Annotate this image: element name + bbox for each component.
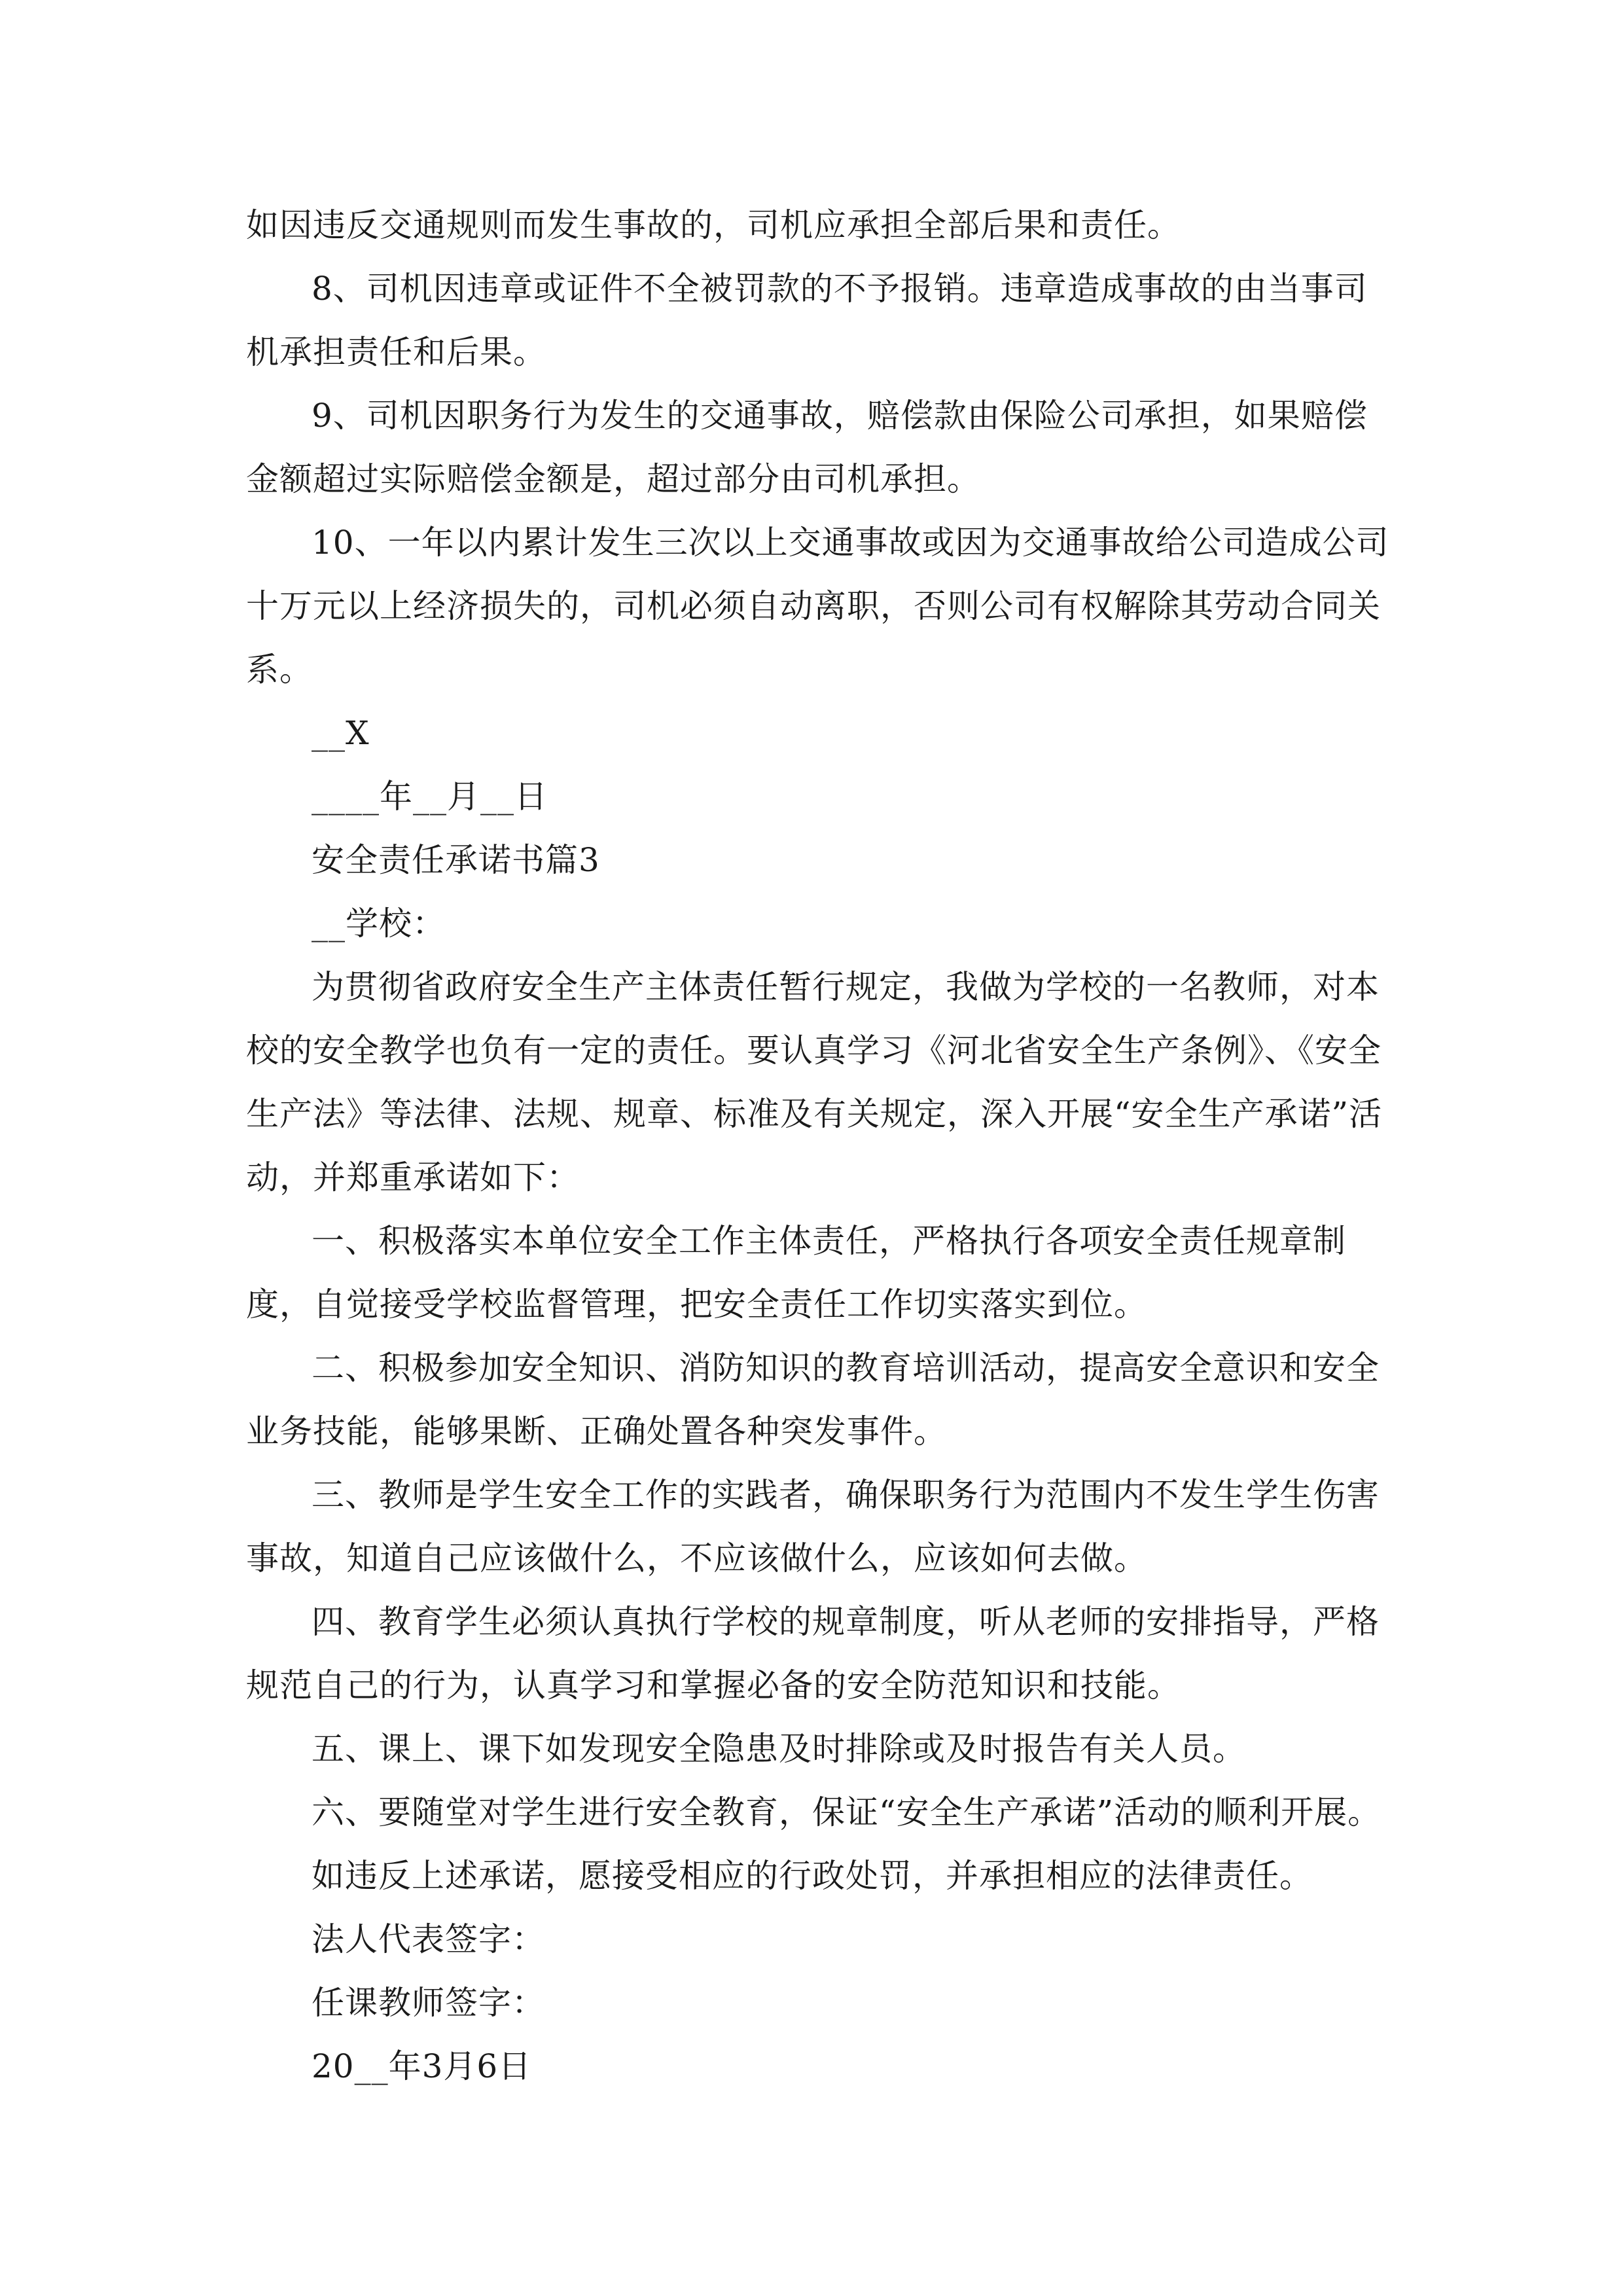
document-body [246,194,1398,2098]
paragraph-item-10: 10、一年以内累计发生三次以上交通事故或因为交通事故给公司造成公司十万元以上经济损失的，司机必须自动离职，否则公司有权解除其劳动合同关系。 [246,524,1389,689]
commitment-4: 四、教育学生必须认真执行学校的规章制度，听从老师的安排指导，严格规范自己的行为，认真学习和掌握必备的安全防范知识和技能。 [246,1603,1380,1704]
commitment-2: 二、积极参加安全知识、消防知识的教育培训活动，提高安全意识和安全业务技能，能够果断、正确处置各种突发事件。 [246,1349,1380,1450]
closing-date: 20__年3月6日 [312,2047,532,2085]
paragraph-intro: 为贯彻省政府安全生产主体责任暂行规定，我做为学校的一名教师，对本校的安全教学也负有一定的责任。要认真学习《河北省安全生产条例》、《安全生产法》等法律、法规、规章、标准及有关规定，深入开展“安全生产承诺”活动，并郑重承诺如下： [246,968,1383,1196]
commitment-3: 三、教师是学生安全工作的实践者，确保职务行为范围内不发生学生伤害事故，知道自己应该做什么，不应该做什么，应该如何去做。 [246,1476,1380,1577]
teacher-signature: 任课教师签字： [312,1984,545,2022]
paragraph-item-8: 8、司机因违章或证件不全被罚款的不予报销。违章造成事故的由当事司机承担责任和后果。 [246,270,1368,371]
commitment-1: 一、积极落实本单位安全工作主体责任，严格执行各项安全责任规章制度，自觉接受学校监督管理，把安全责任工作切实落实到位。 [246,1222,1346,1323]
signature-line: __X [312,714,370,752]
commitment-6: 六、要随堂对学生进行安全教育，保证“安全生产承诺”活动的顺利开展。 [312,1793,1382,1831]
paragraph-item-9: 9、司机因职务行为发生的交通事故，赔偿款由保险公司承担，如果赔偿金额超过实际赔偿金额是，超过部分由司机承担。 [246,397,1368,498]
commitment-5: 五、课上、课下如发现安全隐患及时排除或及时报告有关人员。 [312,1730,1246,1768]
addressee: __学校： [312,905,446,942]
paragraph-continuation: 如因违反交通规则而发生事故的，司机应承担全部后果和责任。 [246,206,1181,244]
legal-rep-signature: 法人代表签字： [312,1920,545,1958]
section-title: 安全责任承诺书篇3 [312,841,600,879]
date-line: ____年__月__日 [312,778,548,816]
penalty-statement: 如违反上述承诺，愿接受相应的行政处罚，并承担相应的法律责任。 [312,1857,1313,1895]
